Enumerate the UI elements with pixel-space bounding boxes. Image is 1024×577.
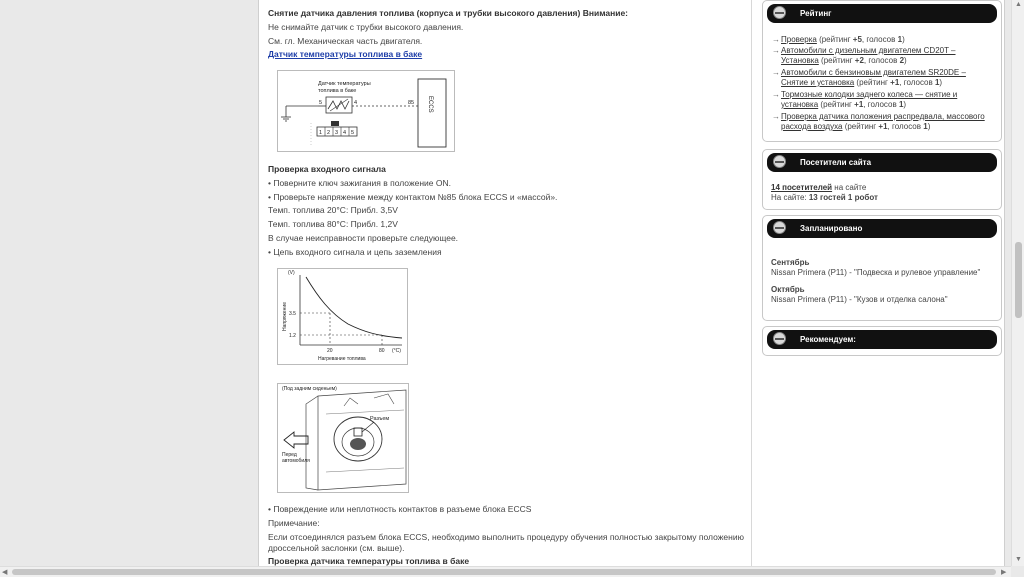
scroll-up-icon[interactable]: ▲	[1015, 1, 1022, 8]
nissan-logo-icon	[773, 221, 786, 234]
rating-score: +1	[890, 78, 900, 87]
recommend-block	[762, 326, 1002, 356]
rating-item	[772, 46, 994, 66]
section-heading: Проверка входного сигнала	[268, 164, 386, 174]
graph-y-label: Напряжение	[282, 302, 288, 331]
graph-y-tick: 3.5	[289, 311, 296, 317]
voltage-graph	[277, 268, 408, 365]
arrow-icon: →	[772, 90, 780, 99]
rating-item-link[interactable]: Автомобили с бензиновым двигателем SR20DE – Снятие и установка	[781, 68, 966, 87]
rating-block	[762, 0, 1002, 142]
voltage-graph-svg	[278, 269, 407, 364]
rating-meta: (рейтинг	[816, 35, 853, 44]
rating-item-link[interactable]: Тормозные колодки заднего колеса — снятие и установка	[781, 90, 958, 109]
block-header	[767, 219, 997, 238]
vertical-scroll-thumb[interactable]	[1015, 242, 1022, 318]
note-label: Примечание:	[268, 518, 320, 528]
rating-meta: )	[903, 100, 907, 109]
rating-votes: 1	[898, 100, 904, 109]
planned-item: Nissan Primera (P11) - "Кузов и отделка салона"	[771, 295, 948, 304]
block-title: Посетители сайта	[800, 158, 872, 167]
rating-meta: (рейтинг	[854, 78, 891, 87]
rating-score: +1	[878, 122, 888, 131]
note-text: дроссельной заслонки (см. выше).	[268, 543, 405, 553]
section-heading: Проверка датчика температуры топлива в баке	[268, 556, 470, 566]
scroll-down-icon[interactable]: ▼	[1015, 556, 1022, 563]
connector-pin: 3	[335, 130, 339, 136]
sensor-label: Датчик температуры	[318, 81, 371, 87]
rating-meta: )	[927, 122, 931, 131]
rating-score: +1	[854, 100, 864, 109]
paragraph: Не снимайте датчик с трубки высокого давления.	[268, 22, 464, 32]
connector-pin: 5	[351, 130, 355, 136]
graph-y-unit: (V)	[288, 270, 295, 276]
paragraph: Темп. топлива 80°С: Прибл. 1,2V	[268, 219, 398, 229]
block-title: Запланировано	[800, 224, 863, 233]
month-label: Сентябрь	[771, 258, 810, 267]
graph-x-unit: (°C)	[392, 348, 401, 354]
rating-item	[772, 112, 994, 132]
rating-item	[772, 90, 994, 110]
article-link[interactable]: Датчик температуры топлива в баке	[268, 49, 423, 59]
paragraph: В случае неисправности проверьте следующее.	[268, 233, 459, 243]
block-title: Рекомендуем:	[800, 335, 856, 344]
block-header	[767, 153, 997, 172]
visitors-link[interactable]: 14 посетителей	[771, 183, 833, 192]
article-content	[268, 0, 748, 566]
month-label: Октябрь	[771, 285, 805, 294]
wiring-diagram	[277, 70, 455, 152]
horizontal-scrollbar[interactable]	[0, 566, 1011, 577]
connector-pin: 1	[319, 130, 323, 136]
rating-item	[772, 68, 994, 88]
pin-label: 4	[354, 100, 358, 106]
location-illustration	[277, 383, 409, 493]
rating-votes: 1	[934, 78, 940, 87]
planned-item: Nissan Primera (P11) - "Подвеска и рулевое управление"	[771, 268, 981, 277]
rating-votes: 1	[897, 35, 903, 44]
rating-votes: 2	[899, 56, 905, 65]
direction-label: автомобиля	[282, 458, 310, 464]
rating-meta: (рейтинг	[842, 122, 879, 131]
pin-label: 85	[408, 100, 415, 106]
arrow-icon: →	[772, 68, 780, 77]
list-item: • Цепь входного сигнала и цепь заземления	[268, 247, 442, 257]
planned-block	[762, 215, 1002, 321]
connector-pin: 4	[343, 130, 347, 136]
rating-item-link[interactable]: Автомобили с дизельным двигателем CD20T – Установка	[781, 46, 956, 65]
list-item: • Поверните ключ зажигания в положение ON.	[268, 178, 451, 188]
figure-caption: (Под задним сиденьем)	[282, 386, 337, 392]
list-item: • Проверьте напряжение между контактом №85 блока ECCS и «массой».	[268, 192, 558, 202]
block-header	[767, 330, 997, 349]
rating-score: +2	[854, 56, 864, 65]
block-title: Рейтинг	[800, 9, 832, 18]
graph-x-label: Нагревание топлива	[318, 356, 366, 362]
list-item: • Повреждение или неплотность контактов в разъеме блока ECCS	[268, 504, 532, 514]
arrow-icon: →	[772, 35, 780, 44]
ecu-label: ECCS	[427, 96, 433, 113]
rating-meta: , голосов	[899, 78, 935, 87]
rating-item	[772, 35, 994, 45]
rating-meta: )	[904, 56, 907, 65]
rating-meta: (рейтинг	[818, 56, 855, 65]
graph-x-tick: 20	[327, 348, 333, 354]
rating-score: +5	[852, 35, 862, 44]
rating-meta: )	[939, 78, 943, 87]
direction-label: Перед	[282, 452, 297, 458]
rating-meta: , голосов	[863, 100, 899, 109]
scroll-left-icon[interactable]: ◀	[2, 569, 8, 576]
block-header	[767, 4, 997, 23]
location-illustration-svg	[278, 384, 408, 492]
nissan-logo-icon	[773, 332, 786, 345]
rating-meta: , голосов	[863, 56, 900, 65]
sensor-label: топлива в баке	[318, 88, 357, 94]
online-value: 13 гостей 1 робот	[808, 193, 878, 202]
connector-pin: 2	[327, 130, 331, 136]
visitors-online	[771, 193, 993, 203]
note-text: Если отсоединялся разъем блока ECCS, необходимо выполнить процедуру обучения полностью закрытому положению	[268, 532, 744, 542]
nissan-logo-icon	[773, 155, 786, 168]
rating-item-link[interactable]: Проверка	[781, 35, 817, 44]
rating-meta: (рейтинг	[818, 100, 855, 109]
vertical-scrollbar[interactable]	[1011, 0, 1024, 566]
online-prefix: На сайте:	[771, 193, 809, 202]
paragraph: См. гл. Механическая часть двигателя.	[268, 36, 423, 46]
horizontal-scroll-thumb[interactable]	[12, 569, 996, 575]
section-heading: Снятие датчика давления топлива (корпуса и трубки высокого давления) Внимание:	[268, 8, 629, 18]
page-container	[258, 0, 1005, 566]
rating-meta: , голосов	[861, 35, 898, 44]
nissan-logo-icon	[773, 6, 786, 19]
visitors-block	[762, 149, 1002, 210]
graph-y-tick: 1.2	[289, 333, 296, 339]
arrow-icon: →	[772, 112, 780, 121]
pin-label: 5	[319, 100, 323, 106]
rating-item-link[interactable]: Проверка датчика положения распредвала, массового расхода воздуха	[781, 112, 985, 131]
connector-label: Разъем	[370, 416, 390, 422]
arrow-icon: →	[772, 46, 780, 55]
paragraph: Темп. топлива 20°С: Прибл. 3,5V	[268, 205, 398, 215]
visitors-suffix: на сайте	[832, 183, 867, 192]
visitors-count	[771, 183, 993, 193]
graph-x-tick: 80	[379, 348, 385, 354]
wiring-diagram-svg	[278, 71, 454, 151]
rating-meta: , голосов	[887, 122, 924, 131]
rating-votes: 1	[923, 122, 928, 131]
scroll-right-icon[interactable]: ▶	[1001, 569, 1007, 576]
column-divider	[751, 0, 752, 566]
rating-meta: )	[902, 35, 905, 44]
